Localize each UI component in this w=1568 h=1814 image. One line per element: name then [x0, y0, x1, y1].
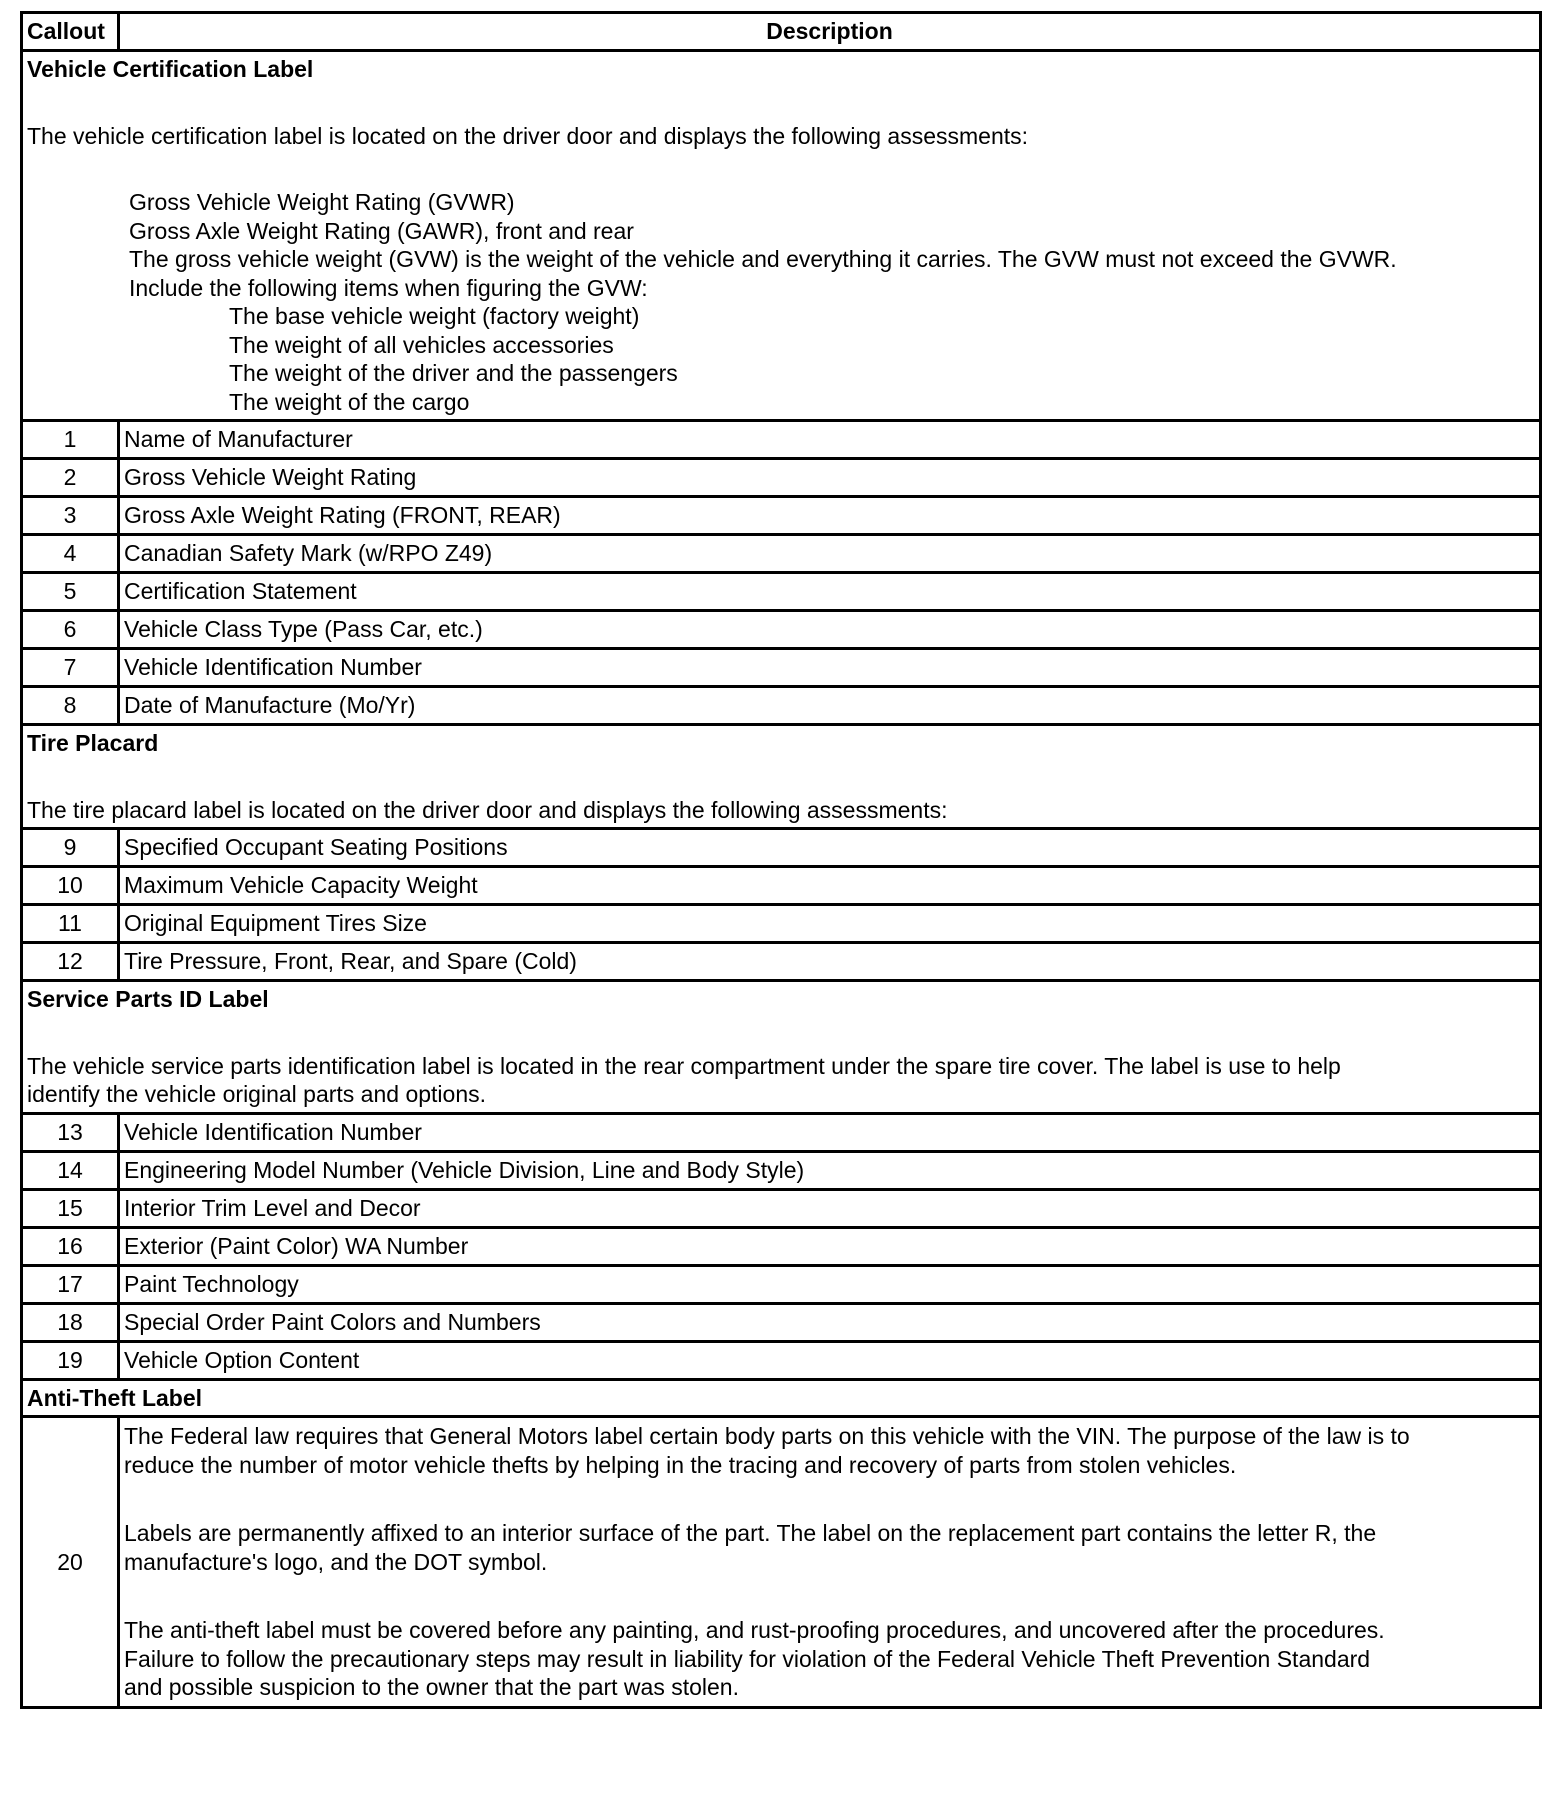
text-line: Labels are permanently affixed to an interior surface of the part. The label on the replacement part contains the letter R, the	[124, 1520, 1377, 1546]
callout-number: 7	[22, 649, 119, 687]
callout-description: Special Order Paint Colors and Numbers	[119, 1303, 1541, 1341]
callout-number: 17	[22, 1265, 119, 1303]
gvw-item: The base vehicle weight (factory weight)	[229, 303, 640, 329]
callout-description: Name of Manufacturer	[119, 421, 1541, 459]
callout-number: 4	[22, 535, 119, 573]
callout-number: 2	[22, 459, 119, 497]
gvw-item: The weight of the cargo	[229, 388, 470, 415]
table-row	[22, 905, 1541, 943]
table-row	[22, 611, 1541, 649]
assessment-line: Gross Vehicle Weight Rating (GVWR)	[129, 189, 515, 215]
table-row	[22, 1303, 1541, 1341]
callout-number: 20	[22, 1417, 119, 1708]
section-intro: identify the vehicle original parts and options.	[27, 1081, 487, 1107]
table-row	[22, 687, 1541, 725]
callout-header: Callout	[22, 13, 119, 51]
section-intro: The vehicle certification label is located on the driver door and displays the following assessments:	[27, 122, 1029, 149]
table-row	[22, 1227, 1541, 1265]
callout-number: 5	[22, 573, 119, 611]
section-cell	[22, 1379, 1541, 1417]
callout-description: Gross Axle Weight Rating (FRONT, REAR)	[119, 497, 1541, 535]
callout-number: 13	[22, 1113, 119, 1151]
table-row	[22, 573, 1541, 611]
text-line: and possible suspicion to the owner that the part was stolen.	[124, 1674, 739, 1700]
section-intro: The tire placard label is located on the driver door and displays the following assessments:	[27, 796, 948, 823]
section-title: Tire Placard	[27, 730, 159, 756]
callout-number: 11	[22, 905, 119, 943]
section-vehicle-certification	[22, 51, 1541, 421]
callout-description: Gross Vehicle Weight Rating	[119, 459, 1541, 497]
callout-number: 8	[22, 687, 119, 725]
table-row	[22, 535, 1541, 573]
callout-number: 14	[22, 1151, 119, 1189]
paragraph	[124, 1616, 1535, 1702]
table-row	[22, 1113, 1541, 1151]
text-line: reduce the number of motor vehicle thefts by helping in the tracing and recovery of parts from stolen vehicles.	[124, 1451, 1237, 1478]
table-row	[22, 1265, 1541, 1303]
section-tire-placard	[22, 725, 1541, 829]
callout-description: Interior Trim Level and Decor	[119, 1189, 1541, 1227]
callout-number: 1	[22, 421, 119, 459]
callout-description: Exterior (Paint Color) WA Number	[119, 1227, 1541, 1265]
table-row	[22, 421, 1541, 459]
text-line: manufacture's logo, and the DOT symbol.	[124, 1548, 548, 1575]
callout-number: 3	[22, 497, 119, 535]
table-row	[22, 1151, 1541, 1189]
assessment-line: Gross Axle Weight Rating (GAWR), front and rear	[129, 217, 634, 244]
callout-number: 16	[22, 1227, 119, 1265]
section-cell	[22, 51, 1541, 421]
callout-description: Engineering Model Number (Vehicle Division, Line and Body Style)	[119, 1151, 1541, 1189]
table-row	[22, 497, 1541, 535]
callout-description: Original Equipment Tires Size	[119, 905, 1541, 943]
callout-description: Vehicle Identification Number	[119, 649, 1541, 687]
paragraph	[124, 1519, 1535, 1576]
section-title: Service Parts ID Label	[27, 986, 269, 1012]
callout-description: Vehicle Option Content	[119, 1341, 1541, 1379]
assessment-line: The gross vehicle weight (GVW) is the weight of the vehicle and everything it carries. The GVW must not exceed the GVWR.	[129, 246, 1397, 272]
callout-description: Specified Occupant Seating Positions	[119, 829, 1541, 867]
callout-description: Maximum Vehicle Capacity Weight	[119, 867, 1541, 905]
callout-number: 6	[22, 611, 119, 649]
table-row	[22, 1341, 1541, 1379]
table-row	[22, 867, 1541, 905]
callout-number: 9	[22, 829, 119, 867]
gvw-item: The weight of the driver and the passengers	[229, 360, 678, 386]
header-row	[22, 13, 1541, 51]
text-line: Failure to follow the precautionary steps may result in liability for violation of the Federal Vehicle Theft Prevention Standard	[124, 1645, 1371, 1672]
callout-number: 12	[22, 943, 119, 981]
paragraph	[124, 1422, 1535, 1479]
section-cell	[22, 981, 1541, 1114]
table-row	[22, 943, 1541, 981]
text-line: The Federal law requires that General Motors label certain body parts on this vehicle with the VIN. The purpose of the law is to	[124, 1423, 1410, 1449]
callout-number: 18	[22, 1303, 119, 1341]
table-row	[22, 1189, 1541, 1227]
callout-description	[119, 1417, 1541, 1708]
table-row	[22, 829, 1541, 867]
callout-number: 19	[22, 1341, 119, 1379]
callout-number: 10	[22, 867, 119, 905]
table-row	[22, 459, 1541, 497]
section-service-parts	[22, 981, 1541, 1114]
table-row	[22, 649, 1541, 687]
callout-description: Certification Statement	[119, 573, 1541, 611]
callout-description: Canadian Safety Mark (w/RPO Z49)	[119, 535, 1541, 573]
section-anti-theft	[22, 1379, 1541, 1417]
callout-description: Vehicle Identification Number	[119, 1113, 1541, 1151]
callout-description: Paint Technology	[119, 1265, 1541, 1303]
section-intro: The vehicle service parts identification label is located in the rear compartment under the spare tire cover. The label is use to help	[27, 1052, 1341, 1079]
callout-description: Vehicle Class Type (Pass Car, etc.)	[119, 611, 1541, 649]
description-header: Description	[119, 13, 1541, 51]
callout-table	[20, 11, 1542, 1709]
text-line: The anti-theft label must be covered before any painting, and rust-proofing procedures, and uncovered after the procedures.	[124, 1617, 1385, 1643]
callout-number: 15	[22, 1189, 119, 1227]
callout-description: Tire Pressure, Front, Rear, and Spare (Cold)	[119, 943, 1541, 981]
assessment-line: Include the following items when figuring the GVW:	[129, 274, 648, 301]
table-row	[22, 1417, 1541, 1708]
callout-description: Date of Manufacture (Mo/Yr)	[119, 687, 1541, 725]
section-title: Anti-Theft Label	[27, 1384, 203, 1411]
gvw-item: The weight of all vehicles accessories	[229, 331, 614, 358]
section-cell	[22, 725, 1541, 829]
section-title: Vehicle Certification Label	[27, 56, 314, 82]
